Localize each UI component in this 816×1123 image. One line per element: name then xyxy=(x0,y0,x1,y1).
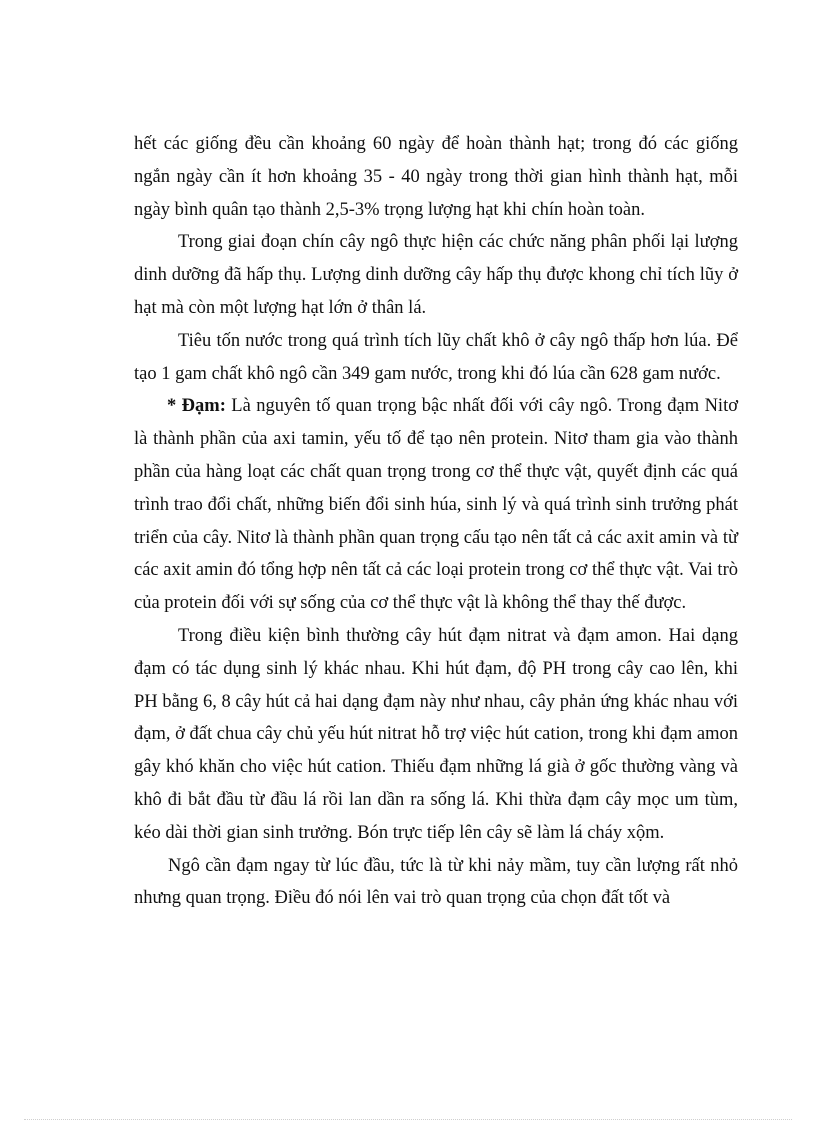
paragraph-nitrogen xyxy=(134,390,738,620)
paragraph-early-nitrogen: Ngô cần đạm ngay từ lúc đầu, tức là từ khi nảy mầm, tuy cần lượng rất nhỏ nhưng quan trọng. Điều đó nói lên vai trò quan trọng của chọn đất tốt và xyxy=(134,855,738,909)
paragraph-nitrate-ammonium: Trong điều kiện bình thường cây hút đạm nitrat và đạm amon. Hai dạng đạm có tác dụng sinh lý khác nhau. Khi hút đạm, độ PH trong cây cao lên, khi PH bằng 6, 8 cây hút cả hai dạng đạm này như nhau, cây phản ứng khác nhau với đạm, ở đất chua cây chủ yếu hút nitrat hỗ trợ việc hút cation, trong khi đạm amon gây khó khăn cho việc hút cation. Thiếu đạm những lá già ở gốc thường vàng và khô đi bắt đầu từ đầu lá rồi lan dần ra sống lá. Khi thừa đạm cây mọc um tùm, kéo dài thời gian sinh trưởng. Bón trực tiếp lên cây sẽ làm lá cháy xộm. xyxy=(134,625,738,843)
page-footer-divider xyxy=(24,1119,792,1120)
paragraph-grain-formation: hết các giống đều cần khoảng 60 ngày để hoàn thành hạt; trong đó các giống ngắn ngày cần ít hơn khoảng 35 - 40 ngày trong thời gian hình thành hạt, mỗi ngày bình quân tạo thành 2,5-3% trọng lượng hạt khi chín hoàn toàn. xyxy=(134,134,738,220)
document-page xyxy=(134,128,738,915)
nitrogen-heading: * Đạm: xyxy=(167,396,226,417)
paragraph-ripening-stage: Trong giai đoạn chín cây ngô thực hiện các chức năng phân phối lại lượng dinh dưỡng đã hấp thụ. Lượng dinh dưỡng cây hấp thụ được khong chỉ tích lũy ở hạt mà còn một lượng hạt lớn ở thân lá. xyxy=(134,232,738,318)
paragraph-water-consumption: Tiêu tốn nước trong quá trình tích lũy chất khô ở cây ngô thấp hơn lúa. Để tạo 1 gam chất khô ngô cần 349 gam nước, trong khi đó lúa cần 628 gam nước. xyxy=(134,330,738,384)
nitrogen-text: Là nguyên tố quan trọng bậc nhất đối với cây ngô. Trong đạm Nitơ là thành phần của axi tamin, yếu tố để tạo nên protein. Nitơ tham gia vào thành phần của hàng loạt các chất quan trọng trong cơ thể thực vật, quyết định các quá trình trao đổi chất, những biến đổi sinh húa, sinh lý và quá trình sinh trưởng phát triển của cây. Nitơ là thành phần quan trọng cấu tạo nên tất cả các axit amin và từ các axit amin đó tổng hợp nên tất cả các loại protein trong cơ thể thực vật. Vai trò của protein đối với sự sống của cơ thể thực vật là không thể thay thế được. xyxy=(134,396,738,614)
